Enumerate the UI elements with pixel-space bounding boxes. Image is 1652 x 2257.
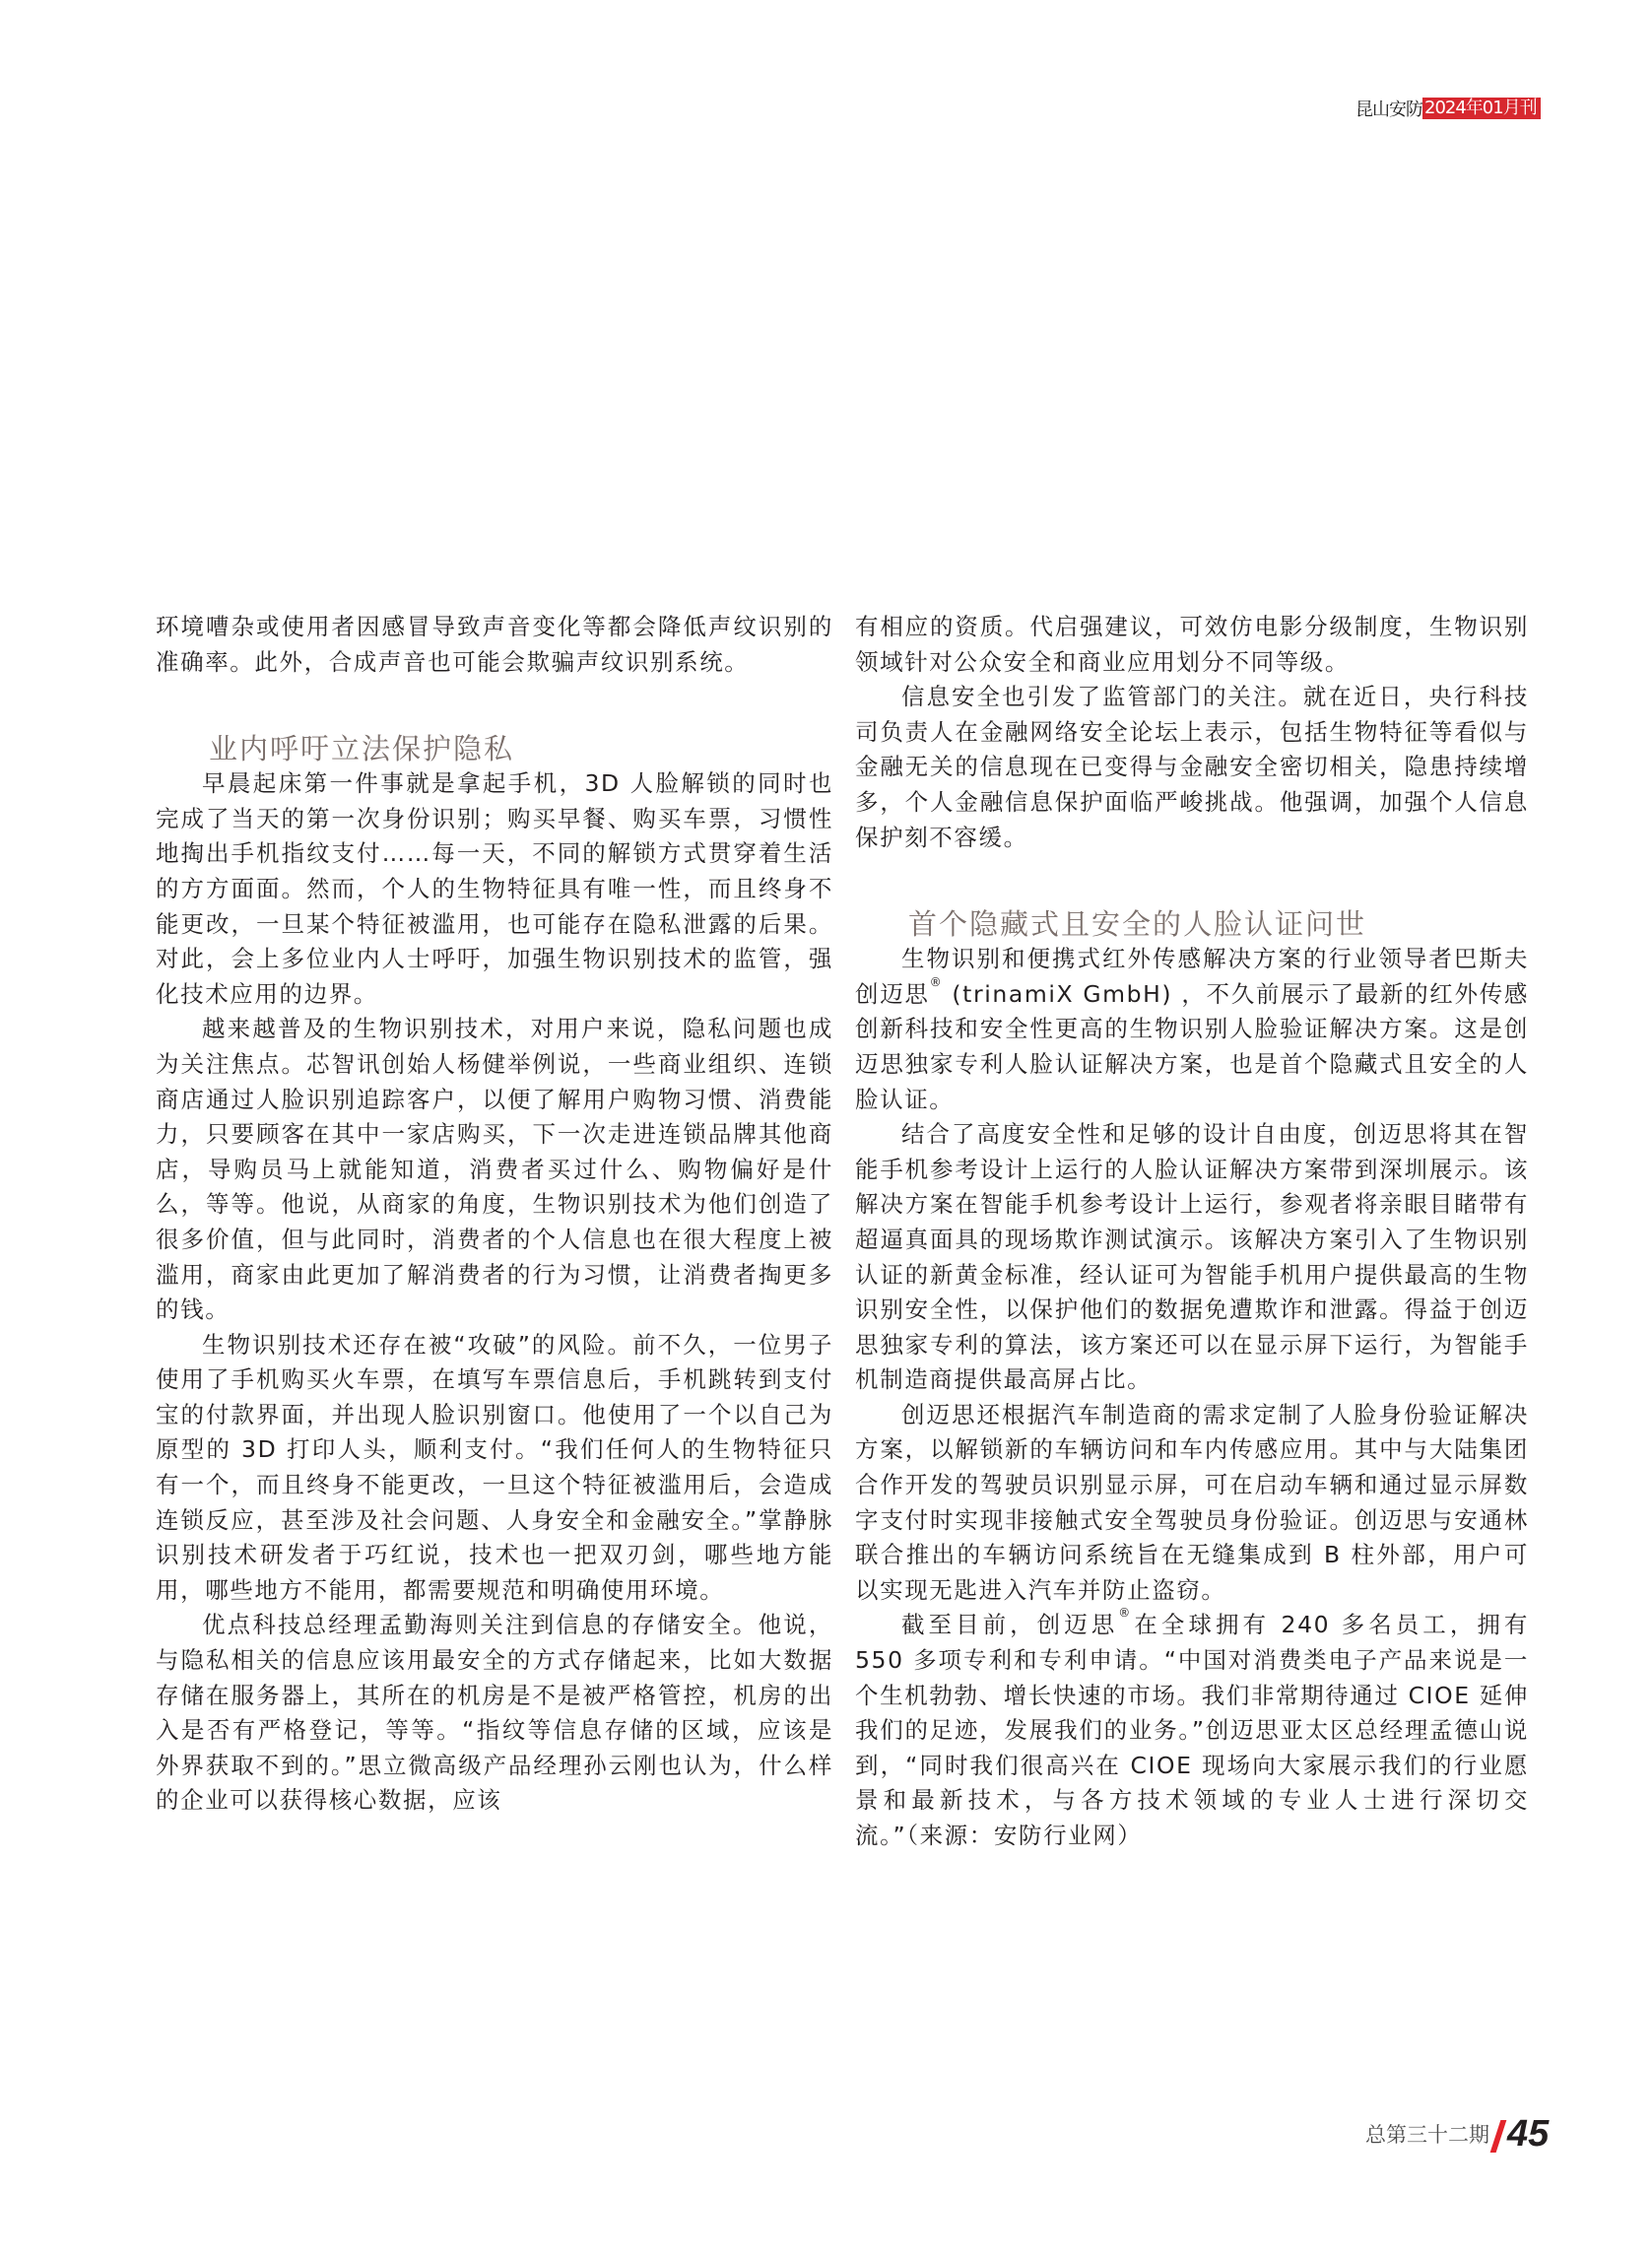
page-header	[1355, 98, 1541, 119]
paragraph	[855, 1608, 1529, 1853]
issue-badge: 2024年01月刊	[1422, 98, 1541, 119]
paragraph: 环境嘈杂或使用者因感冒导致声音变化等都会降低声纹识别的准确率。此外，合成声音也可能会欺骗声纹识别系统。	[156, 613, 833, 676]
paragraph: 结合了高度安全性和足够的设计自由度，创迈思将其在智能手机参考设计上运行的人脸认证解决方案带到深圳展示。该解决方案在智能手机参考设计上运行，参观者将亲眼目睹带有超逼真面具的现场欺诈测试演示。该解决方案引入了生物识别认证的新黄金标准，经认证可为智能手机用户提供最高的生物识别安全性，以保护他们的数据免遭欺诈和泄露。得益于创迈思独家专利的算法，该方案还可以在显示屏下运行，为智能手机制造商提供最高屏占比。	[855, 1120, 1529, 1394]
spacer	[855, 855, 1529, 906]
paragraph: 越来越普及的生物识别技术，对用户来说，隐私问题也成为关注焦点。芯智讯创始人杨健举例说，一些商业组织、连锁商店通过人脸识别追踪客户，以便了解用户购物习惯、消费能力，只要顾客在其中一家店购买，下一次走进连锁品牌其他商店，导购员马上就能知道，消费者买过什么、购物偏好是什么，等等。他说，从商家的角度，生物识别技术为他们创造了很多价值，但与此同时，消费者的个人信息也在很大程度上被滥用，商家由此更加了解消费者的行为习惯，让消费者掏更多的钱。	[156, 1015, 833, 1324]
paragraph	[855, 942, 1529, 1117]
registered-mark: ®	[1118, 1606, 1132, 1621]
paragraph: 创迈思还根据汽车制造商的需求定制了人脸身份验证解决方案，以解锁新的车辆访问和车内传感应用。其中与大陆集团合作开发的驾驶员识别显示屏，可在启动车辆和通过显示屏数字支付时实现非接触式安全驾驶员身份验证。创迈思与安通林联合推出的车辆访问系统旨在无缝集成到 B 柱外部，用户可以实现无匙进入汽车并防止盗窃。	[855, 1400, 1529, 1604]
magazine-name: 昆山安防	[1355, 100, 1422, 120]
text-run: (trinamiX GmbH) ，不久前展示了最新的红外传感创新科技和安全性更高的生物识别人脸验证解决方案。这是创迈思独家专利人脸认证解决方案，也是首个隐藏式且安全的人脸认证。	[855, 979, 1529, 1113]
page-footer	[1365, 2115, 1549, 2153]
left-column	[156, 610, 833, 1819]
spacer	[156, 680, 833, 731]
section-heading-privacy: 业内呼吁立法保护隐私	[209, 732, 515, 766]
text-run: 生物识别和便携式红外传感解决方案的行业领导者巴斯夫创迈思	[855, 945, 1529, 1008]
text-run: 截至目前，创迈思	[901, 1611, 1119, 1639]
slash-divider-icon	[1490, 2120, 1507, 2153]
paragraph: 早晨起床第一件事就是拿起手机，3D 人脸解锁的同时也完成了当天的第一次身份识别；购买早餐、购买车票，习惯性地掏出手机指纹支付……每一天，不同的解锁方式贯穿着生活的方方面面。然而，个人的生物特征具有唯一性，而且终身不能更改，一旦某个特征被滥用，也可能存在隐私泄露的后果。对此，会上多位业内人士呼吁，加强生物识别技术的监管，强化技术应用的边界。	[156, 769, 833, 1008]
paragraph: 信息安全也引发了监管部门的关注。就在近日，央行科技司负责人在金融网络安全论坛上表示，包括生物特征等看似与金融无关的信息现在已变得与金融安全密切相关，隐患持续增多，个人金融信息保护面临严峻挑战。他强调，加强个人信息保护刻不容缓。	[855, 683, 1529, 851]
page-number: 45	[1507, 2113, 1550, 2155]
right-column	[855, 610, 1529, 1854]
registered-mark: ®	[929, 974, 944, 989]
paragraph: 生物识别技术还存在被“攻破”的风险。前不久，一位男子使用了手机购买火车票，在填写车票信息后，手机跳转到支付宝的付款界面，并出现人脸识别窗口。他使用了一个以自己为原型的 3D 打印人头，顺利支付。“我们任何人的生物特征只有一个，而且终身不能更改，一旦这个特征被滥用后，会造成连锁反应，甚至涉及社会问题、人身安全和金融安全。”掌静脉识别技术研发者于巧红说，技术也一把双刃剑，哪些地方能用，哪些地方不能用，都需要规范和明确使用环境。	[156, 1330, 833, 1604]
text-run: 在全球拥有 240 多名员工，拥有 550 多项专利和专利申请。“中国对消费类电子产品来说是一个生机勃勃、增长快速的市场。我们非常期待通过 CIOE 延伸我们的足迹，发展我们的业务。”创迈思亚太区总经理孟德山说到，“同时我们很高兴在 CIOE 现场向大家展示我们的行业愿景和最新技术，与各方技术领域的专业人士进行深切交流。”（来源：安防行业网）	[855, 1611, 1529, 1849]
paragraph: 优点科技总经理孟勤海则关注到信息的存储安全。他说，与隐私相关的信息应该用最安全的方式存储起来，比如大数据存储在服务器上，其所在的机房是不是被严格管控，机房的出入是否有严格登记，等等。“指纹等信息存储的区域，应该是外界获取不到的。”思立微高级产品经理孙云刚也认为，什么样的企业可以获得核心数据，应该	[156, 1611, 833, 1815]
paragraph: 有相应的资质。代启强建议，可效仿电影分级制度，生物识别领域针对公众安全和商业应用划分不同等级。	[855, 613, 1529, 676]
total-issue-label: 总第三十二期	[1365, 2123, 1489, 2147]
section-heading-face-auth: 首个隐藏式且安全的人脸认证问世	[908, 907, 1367, 942]
